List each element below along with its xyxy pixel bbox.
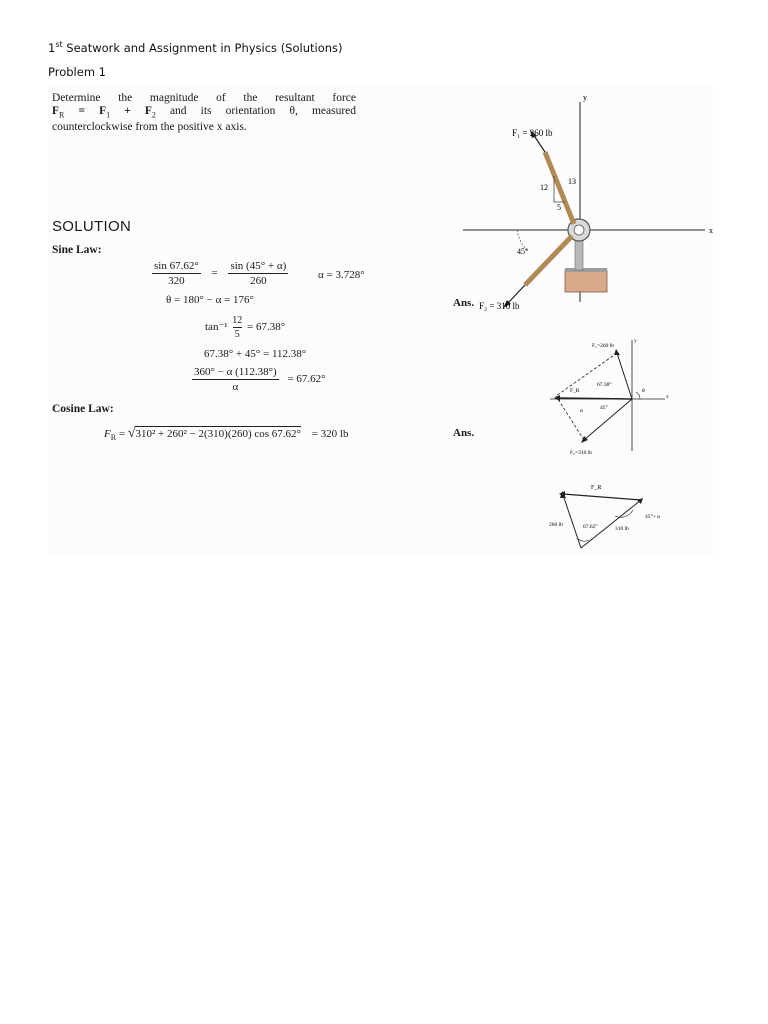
document-title: 1st Seatwork and Assignment in Physics (Solutions) xyxy=(48,40,343,55)
x-label: x xyxy=(709,226,713,235)
solution-heading: SOLUTION xyxy=(52,218,132,235)
svg-text:260 lb: 260 lb xyxy=(549,522,563,528)
problem-number: Problem 1 xyxy=(48,65,106,79)
svg-text:α: α xyxy=(580,408,583,414)
svg-text:F₂=310 lb: F₂=310 lb xyxy=(570,450,592,456)
angle-45: 45° xyxy=(517,247,529,256)
svg-text:45°: 45° xyxy=(600,405,608,411)
alpha-angle-equation: $\frac{360^\circ - \alpha (112.38^\circ)}{\alpha}$ = 67.62° xyxy=(194,366,326,393)
arctan-equation: tan⁻¹ $\frac{12}{5}$ = 67.38° xyxy=(205,315,286,340)
theta-equation: θ = 180° − α = 176° xyxy=(166,294,254,306)
triangle-fr xyxy=(563,494,641,500)
svg-text:x: x xyxy=(666,394,669,400)
alpha-result: α = 3.728° xyxy=(318,269,365,281)
svg-text:F_R: F_R xyxy=(591,485,602,491)
svg-text:67.62°: 67.62° xyxy=(583,524,598,530)
slope-12: 12 xyxy=(540,183,548,192)
support-block xyxy=(565,270,607,292)
cosine-law-equation: $F_R = √310^2 + 260^2 - 2(310)(260)$ cos 67.62° = 320 lb xyxy=(104,426,349,443)
answer-label-2: Ans. xyxy=(453,427,475,439)
svg-text:F₁=260 lb: F₁=260 lb xyxy=(592,343,614,349)
svg-text:y: y xyxy=(634,338,637,344)
slope-5: 5 xyxy=(557,203,561,212)
force-diagram-figure xyxy=(455,90,720,320)
svg-text:310 lb: 310 lb xyxy=(615,526,629,532)
svg-text:θ: θ xyxy=(642,388,645,394)
y-label: y xyxy=(583,93,587,102)
sine-law-equation: $\frac{\sin 67.62^\circ}{320}$ = $\frac{\sin (45^\circ + \alpha)}{260}$ xyxy=(154,260,287,287)
f1-label: F₁ = 260 lb xyxy=(512,128,553,138)
base-plate xyxy=(565,268,607,272)
angle-sum-equation: 67.38° + 45° = 112.38° xyxy=(204,348,307,360)
answer-label-1: Ans. xyxy=(453,297,475,309)
problem-statement: Determine the magnitude of the resultant force $F_R = F_1 + F_2$ and its orientation θ, measured counterclockwise from the positive x axis. xyxy=(52,92,357,134)
cosine-law-label: Cosine Law: xyxy=(52,403,114,415)
svg-text:67.38°: 67.38° xyxy=(597,382,612,388)
svg-text:F_R: F_R xyxy=(570,388,580,394)
bolt-shank xyxy=(575,238,583,270)
sine-law-label: Sine Law: xyxy=(52,244,102,256)
slope-13: 13 xyxy=(568,177,576,186)
svg-text:45°+ α: 45°+ α xyxy=(645,514,661,520)
parallelogram-figure xyxy=(540,336,670,461)
f2-label: F₂ = 310 lb xyxy=(479,301,520,311)
force-triangle-figure xyxy=(545,478,685,553)
resultant-vector xyxy=(558,398,632,399)
rope-f1 xyxy=(545,152,574,224)
